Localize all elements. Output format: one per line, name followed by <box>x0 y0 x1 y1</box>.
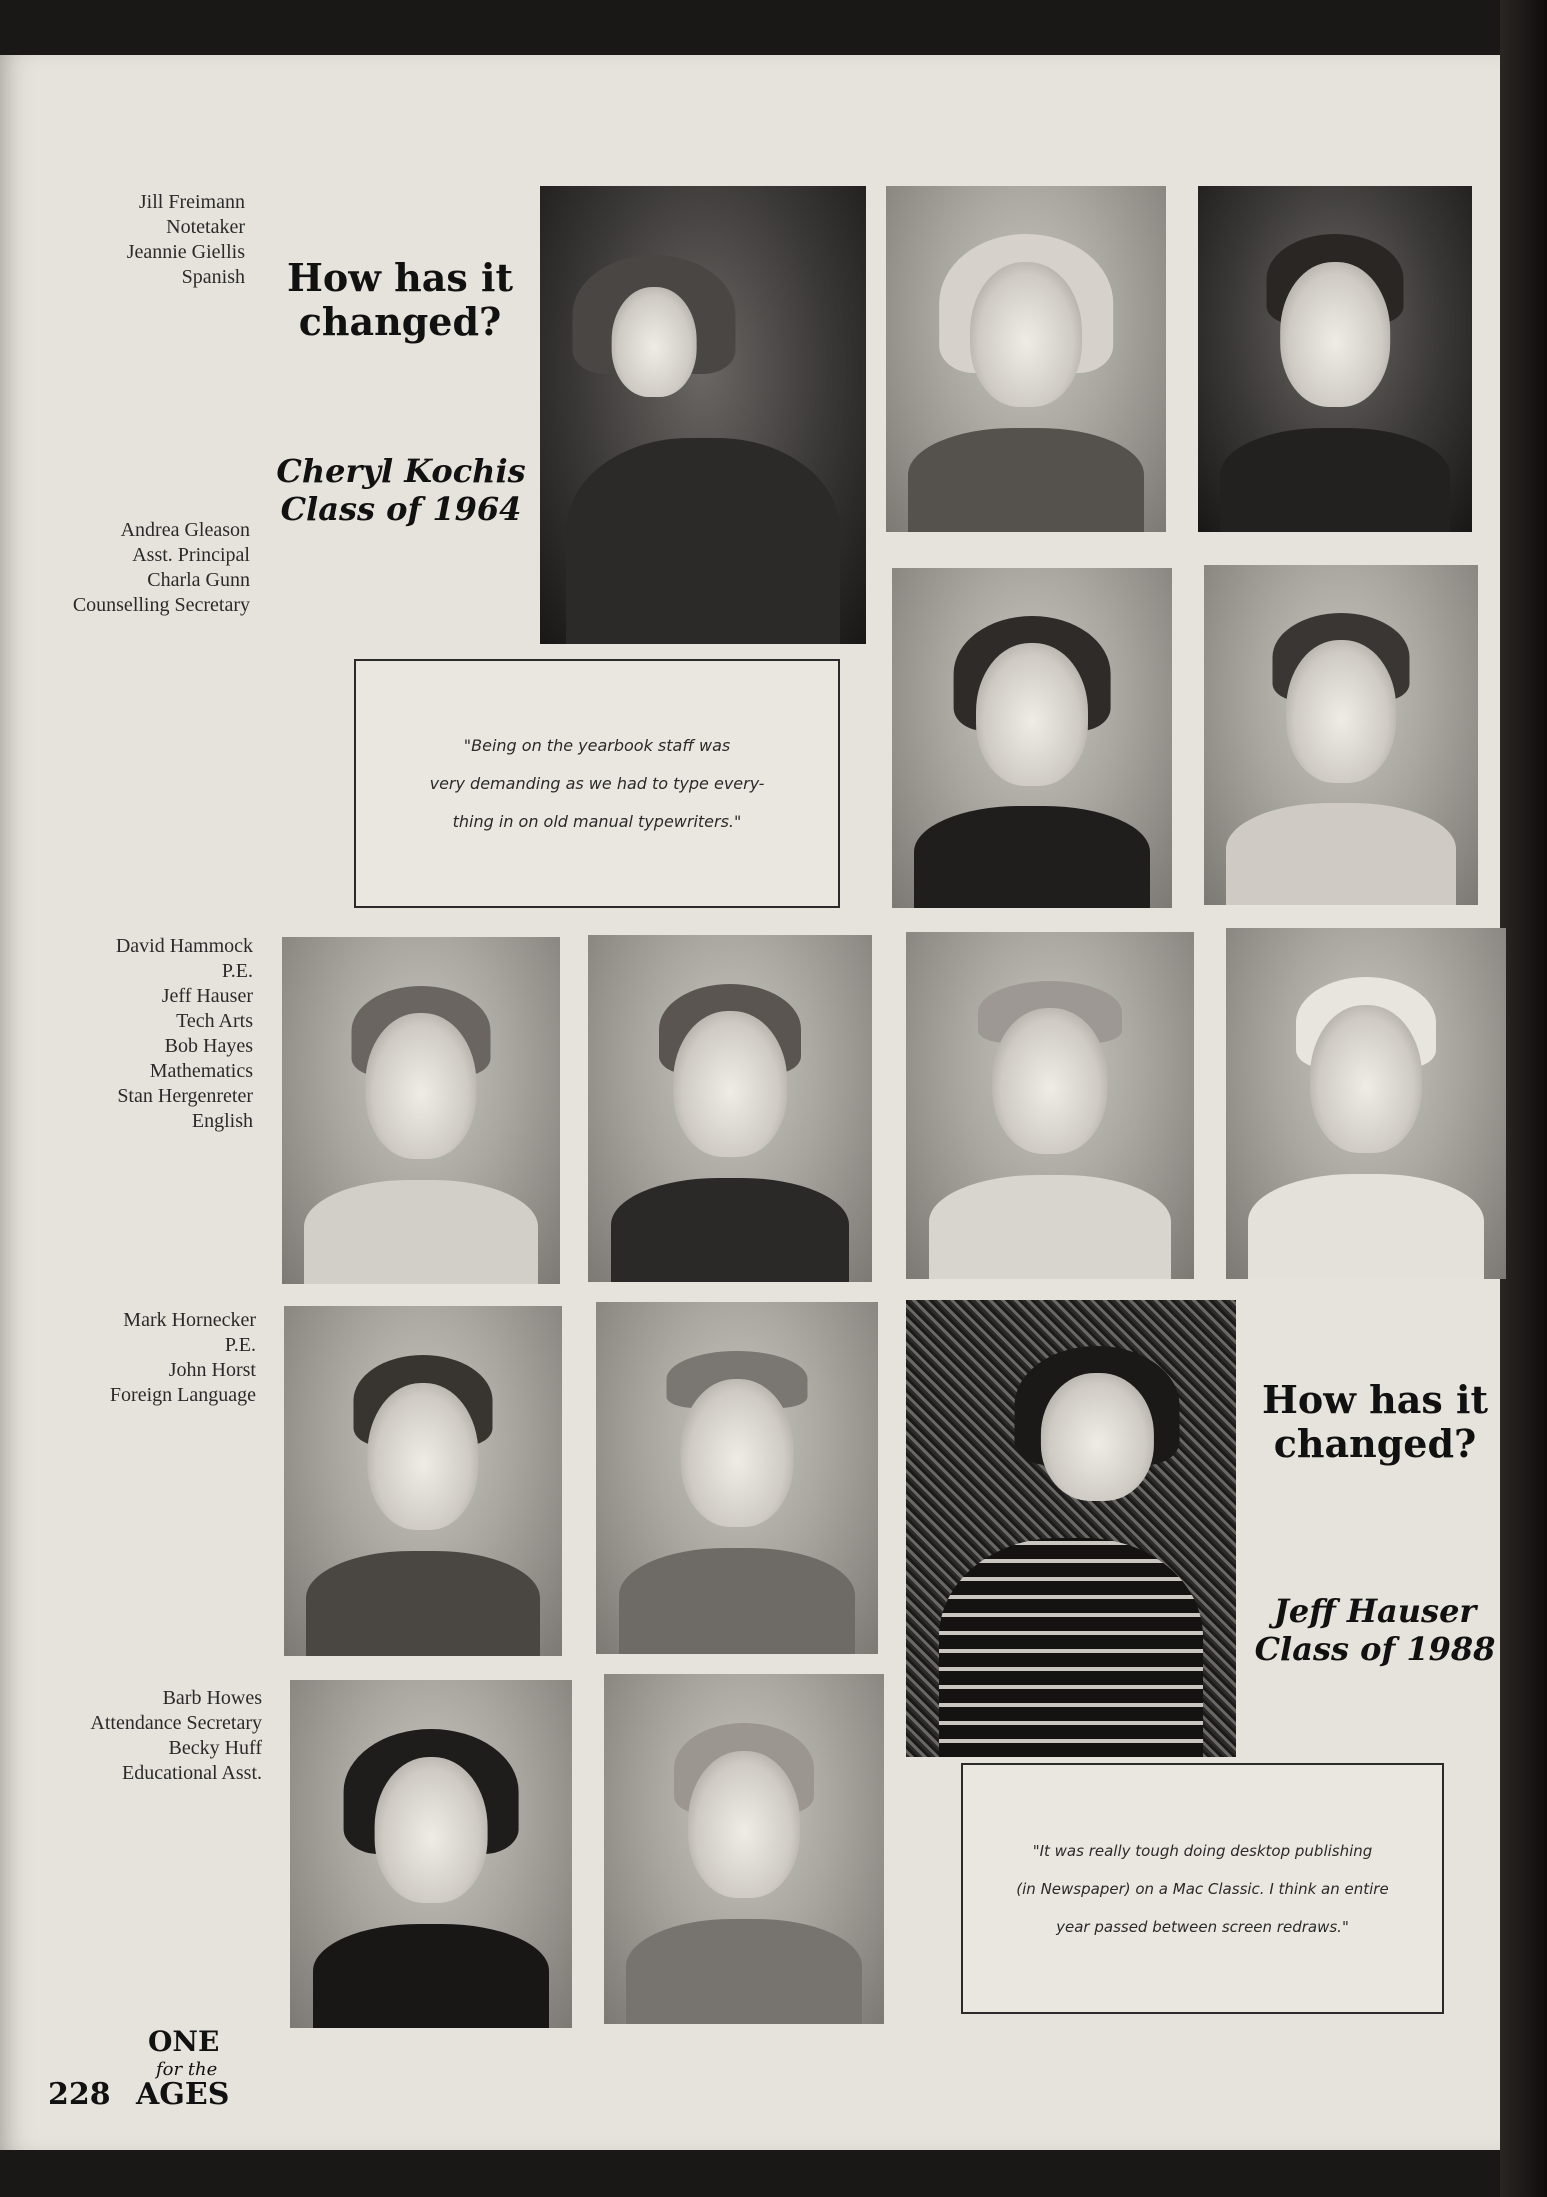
staff-role: English <box>191 1110 253 1132</box>
staff-name: Charla Gunn <box>147 569 250 591</box>
portrait-photo <box>1204 565 1478 905</box>
feature-heading: How has it changed? <box>1261 1377 1489 1466</box>
portrait-photo <box>906 932 1194 1279</box>
alumni-name: Jeff Hauser <box>1273 1592 1477 1630</box>
staff-name: Andrea Gleason <box>120 519 250 541</box>
staff-name: Jeannie Giellis <box>126 241 245 263</box>
caption-block-1 <box>40 190 245 290</box>
staff-name: John Horst <box>168 1359 256 1381</box>
staff-role: Attendance Secretary <box>90 1712 262 1734</box>
caption-block-3 <box>40 934 253 1134</box>
quote-line: year passed between screen redraws." <box>1056 1917 1349 1936</box>
staff-role: Asst. Principal <box>132 544 250 566</box>
portrait-photo <box>596 1302 878 1654</box>
quote-box <box>354 659 840 908</box>
alumni-class: Class of 1964 <box>280 490 522 528</box>
archive-photo <box>906 1300 1236 1757</box>
alumni-class: Class of 1988 <box>1254 1630 1496 1668</box>
book-spine <box>1500 0 1547 2197</box>
quote-line: "It was really tough doing desktop publishing <box>1032 1841 1373 1860</box>
staff-name: Mark Hornecker <box>123 1309 256 1331</box>
staff-role: Educational Asst. <box>122 1762 262 1784</box>
staff-role: Spanish <box>181 266 245 288</box>
staff-name: Jeff Hauser <box>161 985 253 1007</box>
caption-block-2 <box>40 518 250 618</box>
footer-title: for the <box>156 2059 218 2080</box>
staff-name: Jill Freimann <box>138 191 245 213</box>
quote-line: "Being on the yearbook staff was <box>463 735 731 755</box>
staff-role: P.E. <box>224 1334 256 1356</box>
quote-line: thing in on old manual typewriters." <box>452 811 742 831</box>
page-number: 228 <box>48 2077 111 2112</box>
portrait-photo <box>1226 928 1506 1279</box>
quote-line: very demanding as we had to type every- <box>429 773 765 793</box>
staff-role: P.E. <box>221 960 253 982</box>
staff-role: Tech Arts <box>176 1010 253 1032</box>
footer-title: ONE <box>148 2025 220 2058</box>
portrait-photo <box>886 186 1166 532</box>
caption-block-4 <box>40 1308 256 1408</box>
caption-block-5 <box>40 1686 262 1786</box>
quote-line: (in Newspaper) on a Mac Classic. I think an entire <box>1016 1879 1389 1898</box>
portrait-photo <box>1198 186 1472 532</box>
portrait-photo <box>588 935 872 1282</box>
staff-role: Foreign Language <box>109 1384 256 1406</box>
quote-box <box>961 1763 1444 2014</box>
staff-role: Mathematics <box>149 1060 253 1082</box>
staff-name: Becky Huff <box>168 1737 262 1759</box>
alumni-name: Cheryl Kochis <box>276 452 526 490</box>
feature-byline <box>262 452 540 528</box>
staff-role: Notetaker <box>166 216 245 238</box>
portrait-photo <box>892 568 1172 908</box>
portrait-photo <box>282 937 560 1284</box>
staff-name: Stan Hergenreter <box>117 1085 253 1107</box>
staff-name: Barb Howes <box>162 1687 262 1709</box>
footer-title: AGES <box>136 2077 230 2112</box>
staff-name: Bob Hayes <box>164 1035 253 1057</box>
staff-role: Counselling Secretary <box>72 594 250 616</box>
feature-heading: How has it changed? <box>286 255 514 344</box>
portrait-photo <box>284 1306 562 1656</box>
feature-byline <box>1240 1592 1510 1668</box>
portrait-photo <box>290 1680 572 2028</box>
archive-photo <box>540 186 866 644</box>
staff-name: David Hammock <box>115 935 253 957</box>
portrait-photo <box>604 1674 884 2024</box>
